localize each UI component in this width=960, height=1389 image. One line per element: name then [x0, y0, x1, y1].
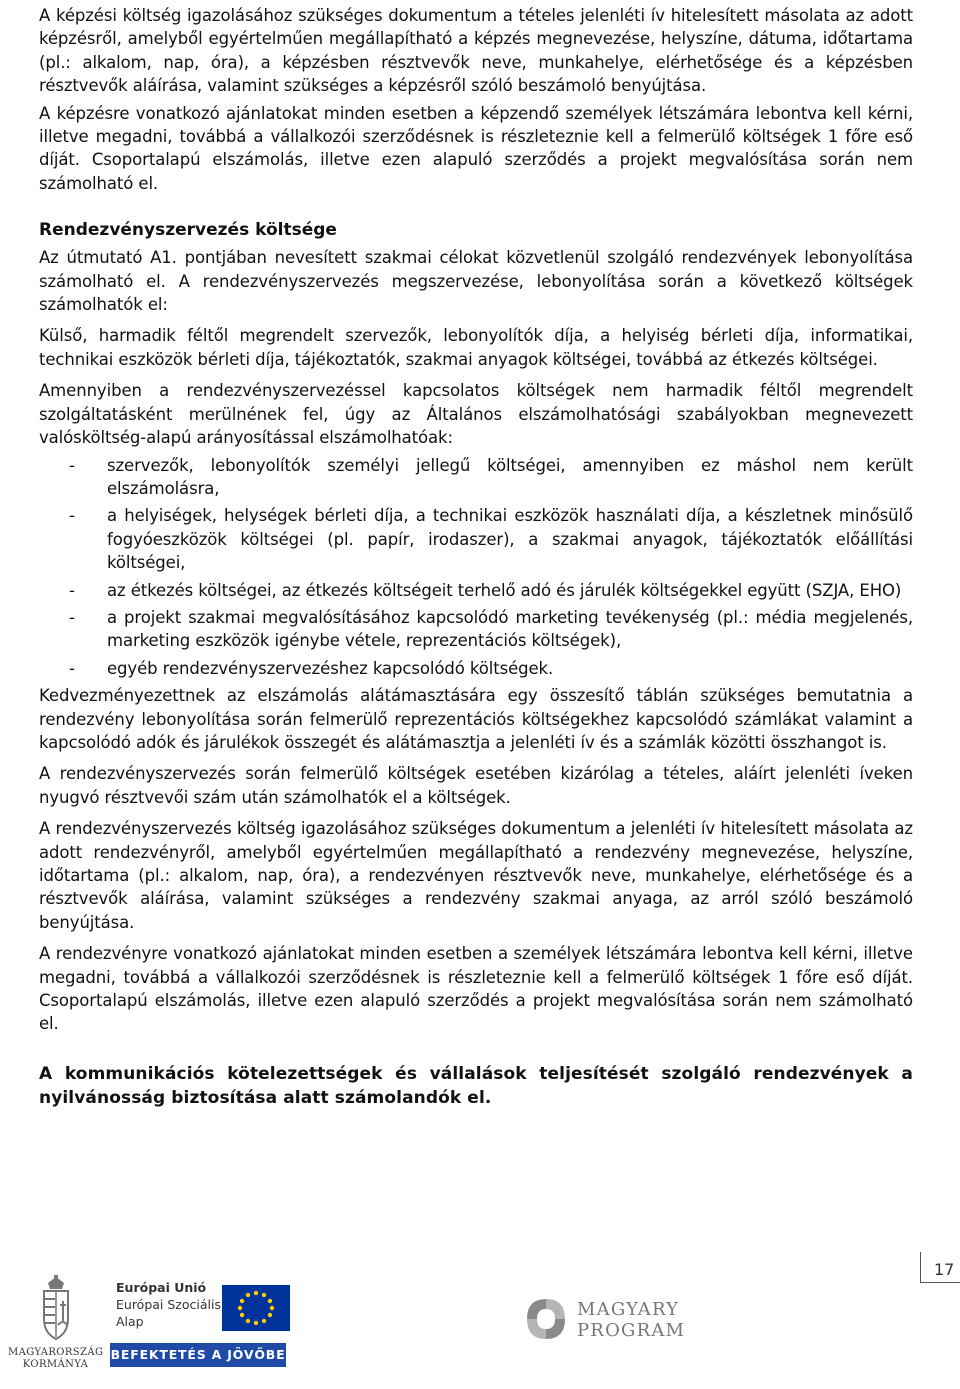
paragraph-training-offers: A képzésre vonatkozó ajánlatokat minden esetben a képzendő személyek létszámára lebontva kell kérni, illetve megadni, továbbá a vállalkozói szerződésnek is részleteznie kell a felmerülő költségek 1 főre eső díját. Csoportalapú elszámolás, illetve ezen alapuló szerződés a projekt megvalósítása során nem számolható el.: [39, 103, 913, 193]
paragraph-event-offers: A rendezvényre vonatkozó ajánlatokat minden esetben a személyek létszámára lebontva kell kérni, illetve megadni, továbbá a vállalkozói szerződésnek is részleteznie kell a felmerülő költségek 1 főre eső díját. Csoportalapú elszámolás, illetve ezen alapuló szerződés a projekt megvalósítása során nem számolható el.: [39, 944, 913, 1034]
page-number: 17: [934, 1260, 955, 1279]
dash-bullet: -: [69, 455, 75, 475]
paragraph-event-guide: Az útmutató A1. pontjában nevesített szakmai célokat közvetlenül szolgáló rendezvények lebonyolítása számolható el. A rendezvényszervezés megszervezése, lebonyolítása során a következő költségek számolhatók el:: [39, 248, 913, 315]
list-item: - a projekt szakmai megvalósításához kapcsolódó marketing tevékenység (pl.: média megjelenés, marketing eszközök igénybe vétele, reprezentációs költségek),: [69, 607, 913, 651]
paragraph-communication-obligations: A kommunikációs kötelezettségek és vállalások teljesítését szolgáló rendezvények a nyilvánosság biztosítása alatt számolandók el.: [39, 1063, 913, 1108]
eu-flag-icon: [222, 1285, 290, 1331]
list-item: - egyéb rendezvényszervezéshez kapcsolódó költségek.: [39, 657, 913, 680]
document-page: [39, 0, 913, 1110]
eu-slogan-band: BEFEKTETÉS A JÖVŐBE: [110, 1343, 286, 1367]
paragraph-beneficiary-summary: Kedvezményezettnek az elszámolás alátámasztására egy összesítő táblán szükséges bemutatnia a rendezvény lebonyolítása során felmerülő reprezentációs költségekhez kapcsolódó számlákat valamint a kapcsolódó adók és járulékok összegét és alátámasztja a jelenléti ív és a számlák közötti összhangot is.: [39, 686, 913, 752]
list-item: - szervezők, lebonyolítók személyi jellegű költségei, amennyiben ez máshol nem került elszámolásra,: [69, 455, 913, 498]
magyary-program-logo: [523, 1295, 703, 1345]
paragraph-attendance-based: A rendezvényszervezés során felmerülő költségek esetében kizárólag a tételes, aláírt jelenléti íveken nyugvó résztvevői szám után számolhatók el a költségek.: [39, 764, 913, 807]
list-item: - az étkezés költségei, az étkezés költségeit terhelő adó és járulék költségekkel együtt (SZJA, EHO): [39, 579, 913, 602]
list-item: - a helyiségek, helységek bérleti díja, a technikai eszközök használati díja, a készletnek minősülő fogyóeszközök költségei (pl. papír, irodaszer), a szakmai anyagok, tájékoztatók előállítási költségei,: [69, 506, 913, 573]
hungary-government-name: MAGYARORSZÁG KORMÁNYA: [8, 1347, 104, 1370]
dash-bullet: -: [69, 658, 75, 678]
footer-logos: [0, 1275, 960, 1389]
magyary-program-name: MAGYARY PROGRAM: [577, 1299, 686, 1341]
magyary-mark-icon: [523, 1295, 569, 1343]
dash-bullet: -: [69, 506, 75, 526]
dash-bullet: -: [69, 607, 75, 627]
paragraph-training-cost-proof: A képzési költség igazolásához szükséges dokumentum a tételes jelenléti ív hitelesített másolata az adott képzésről, amelyből egyértelműen megállapítható a képzés megnevezése, helyszíne, dátuma, időtartama (pl.: alkalom, nap, óra), a képzésben résztvevők neve, munkahelye, elérhetősége és a képzésben résztvevők aláírása, valamint szükséges a képzésről szóló beszámoló benyújtása.: [39, 6, 913, 96]
coat-of-arms-icon: [8, 1275, 103, 1345]
section-heading-event-organization: Rendezvényszervezés költsége: [39, 220, 337, 241]
paragraph-event-cost-proof: A rendezvényszervezés költség igazolásához szükséges dokumentum a jelenléti ív hitelesített másolata az adott rendezvényről, amelyből egyértelműen megállapítható a rendezvény megnevezése, helyszíne, időtartama (pl.: alkalom, nap, óra), a rendezvényen résztvevők neve, munkahelye, elérhetősége és a résztvevők aláírása, valamint szükséges a rendezvény szakmai anyaga, az arról szóló beszámoló benyújtása.: [39, 819, 913, 932]
dash-bullet: -: [69, 580, 75, 600]
cost-list: [39, 454, 913, 681]
eu-fund-text: Európai Unió Európai Szociális Alap: [116, 1280, 221, 1329]
paragraph-external-costs: Külső, harmadik féltől megrendelt szervezők, lebonyolítók díja, a helyiség bérleti díja, informatikai, technikai eszközök bérleti díja, tájékoztatók, szakmai anyagok költségei, továbbá az étkezés költségei.: [39, 326, 913, 369]
paragraph-internal-costs: Amennyiben a rendezvényszervezéssel kapcsolatos költségek nem harmadik féltől megrendelt szolgáltatásként merülnének fel, úgy az Általános elszámolhatósági szabályokban megnevezett valósköltség-alapú arányosítással elszámolhatóak:: [39, 381, 913, 448]
